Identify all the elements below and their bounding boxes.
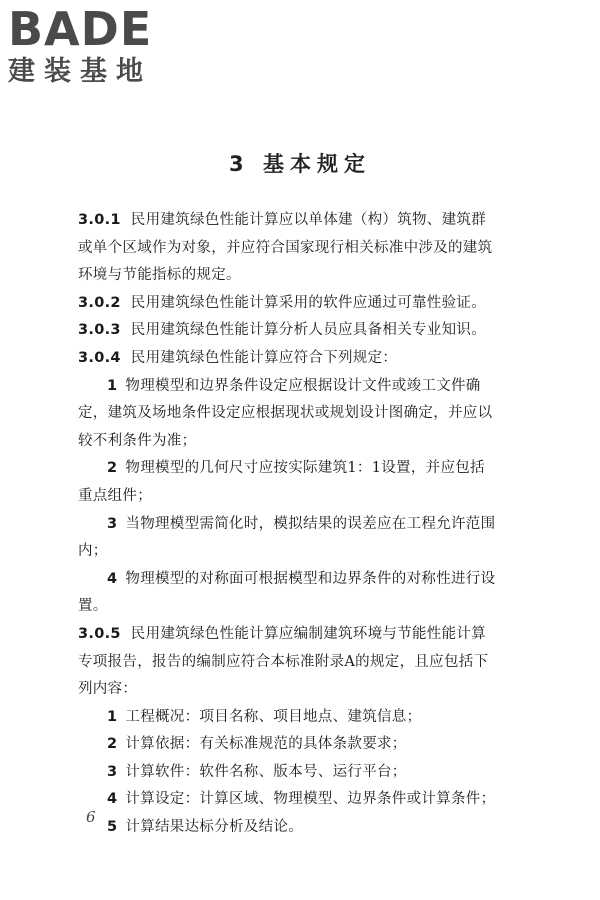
clause: [78, 317, 496, 345]
clause-text: 民用建筑绿色性能计算采用的软件应通过可靠性验证。: [130, 294, 486, 311]
list-item: [78, 511, 496, 566]
clause-text: 民用建筑绿色性能计算应编制建筑环境与节能性能计算专项报告，报告的编制应符合本标准附录A的规定，且应包括下列内容：: [78, 625, 489, 698]
item-number: 2: [107, 736, 118, 753]
list-item: [78, 731, 496, 759]
item-number: 2: [107, 460, 118, 477]
logo-wordmark: [8, 4, 178, 54]
clause: [78, 207, 496, 290]
clause-number: 3.0.1: [78, 212, 121, 228]
item-text: 物理模型的几何尺寸应按实际建筑1：1设置，并应包括重点组件；: [78, 460, 485, 504]
clause-text: 民用建筑绿色性能计算应以单体建（构）筑物、建筑群或单个区域作为对象，并应符合国家现行相关标准中涉及的建筑环境与节能指标的规定。: [78, 212, 493, 284]
clause-number: 3.0.4: [78, 349, 121, 366]
list-item: [78, 759, 496, 787]
item-number: 3: [107, 763, 118, 780]
list-item: [78, 373, 496, 456]
item-text: 当物理模型需简化时，模拟结果的误差应在工程允许范围内；: [78, 515, 496, 560]
item-text: 计算结果达标分析及结论。: [125, 819, 303, 836]
list-item: [78, 704, 496, 732]
logo: [8, 4, 178, 88]
clause-text: 民用建筑绿色性能计算分析人员应具备相关专业知识。: [130, 322, 486, 339]
logo-brand-main: BADE: [8, 2, 153, 56]
item-number: 4: [107, 791, 118, 808]
clause-number: 3.0.3: [78, 322, 121, 339]
list-item: [78, 566, 496, 621]
clause-text: 民用建筑绿色性能计算应符合下列规定：: [130, 349, 398, 366]
clause-number: 3.0.5: [78, 625, 121, 642]
item-number: 1: [107, 377, 118, 394]
clause: [78, 345, 496, 373]
clause: [78, 621, 496, 704]
clause: [78, 290, 496, 318]
clause-number: 3.0.2: [78, 294, 121, 311]
item-number: 3: [107, 515, 118, 532]
item-text: 物理模型和边界条件设定应根据设计文件或竣工文件确定，建筑及场地条件设定应根据现状或规划设计图确定，并应以较不利条件为准；: [78, 377, 493, 449]
item-text: 计算依据：有关标准规范的具体条款要求；: [125, 736, 407, 753]
document-body: [78, 207, 496, 842]
list-item: [78, 814, 496, 842]
item-text: 工程概况：项目名称、项目地点、建筑信息；: [125, 708, 422, 725]
item-number: 1: [107, 708, 118, 725]
list-item: [78, 786, 496, 814]
item-number: 5: [107, 819, 118, 836]
item-text: 物理模型的对称面可根据模型和边界条件的对称性进行设置。: [78, 570, 496, 615]
logo-subtitle: 建装基地: [8, 56, 152, 87]
item-number: 4: [107, 570, 118, 587]
item-text: 计算设定：计算区域、物理模型、边界条件或计算条件；: [125, 791, 496, 808]
item-text: 计算软件：软件名称、版本号、运行平台；: [125, 763, 407, 780]
page-number: 6: [86, 808, 96, 826]
list-item: [78, 455, 496, 510]
chapter-title: 3 基本规定: [229, 152, 371, 176]
